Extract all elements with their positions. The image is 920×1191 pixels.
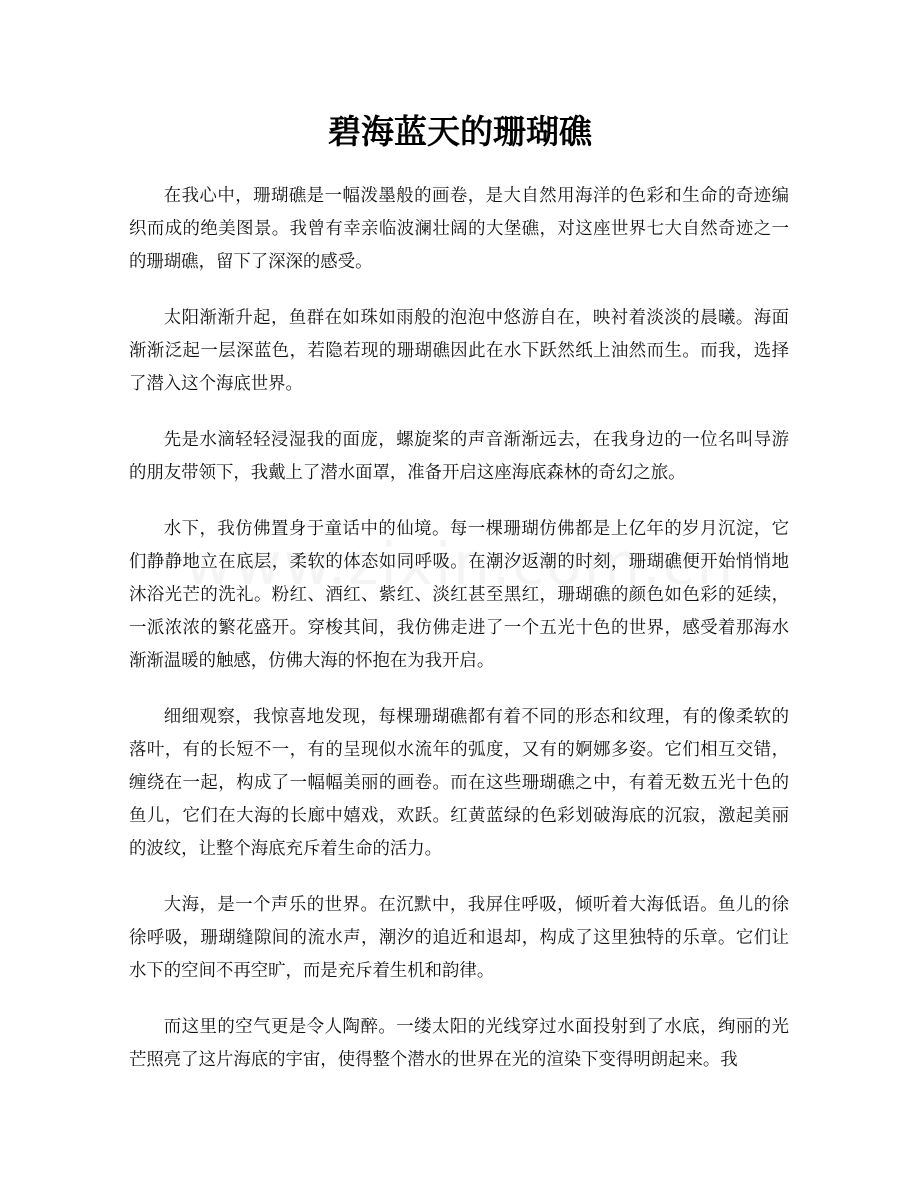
paragraph-3: 先是水滴轻轻浸湿我的面庞，螺旋桨的声音渐渐远去，在我身边的一位名叫导游的朋友带领下，我戴上了潜水面罩，准备开启这座海底森林的奇幻之旅。	[129, 430, 789, 483]
document-body	[129, 180, 789, 1100]
document-title: 碧海蓝天的珊瑚礁	[328, 112, 592, 151]
paragraph-1: 在我心中，珊瑚礁是一幅泼墨般的画卷，是大自然用海洋的色彩和生命的奇迹编织而成的绝美图景。我曾有幸亲临波澜壮阔的大堡礁，对这座世界七大自然奇迹之一的珊瑚礁，留下了深深的感受。	[129, 186, 789, 272]
paragraph-5: 细细观察，我惊喜地发现，每棵珊瑚礁都有着不同的形态和纹理，有的像柔软的落叶，有的长短不一，有的呈现似水流年的弧度，又有的婀娜多姿。它们相互交错，缠绕在一起，构成了一幅幅美丽的画卷。而在这些珊瑚礁之中，有着无数五光十色的鱼儿，它们在大海的长廊中嬉戏，欢跃。红黄蓝绿的色彩划破海底的沉寂，激起美丽的波纹，让整个海底充斥着生命的活力。	[129, 707, 789, 859]
paragraph-7: 而这里的空气更是令人陶醉。一缕太阳的光线穿过水面投射到了水底，绚丽的光芒照亮了这片海底的宇宙，使得整个潜水的世界在光的渲染下变得明朗起来。我	[129, 1017, 789, 1070]
paragraph-6: 大海，是一个声乐的世界。在沉默中，我屏住呼吸，倾听着大海低语。鱼儿的徐徐呼吸，珊瑚缝隙间的流水声，潮汐的追近和退却，构成了这里独特的乐章。它们让水下的空间不再空旷，而是充斥着生机和韵律。	[129, 895, 789, 981]
paragraph-4: 水下，我仿佛置身于童话中的仙境。每一棵珊瑚仿佛都是上亿年的岁月沉淀，它们静静地立在底层，柔软的体态如同呼吸。在潮汐返潮的时刻，珊瑚礁便开始悄悄地沐浴光芒的洗礼。粉红、酒红、紫红、淡红甚至黑红，珊瑚礁的颜色如色彩的延续，一派浓浓的繁花盛开。穿梭其间，我仿佛走进了一个五光十色的世界，感受着那海水渐渐温暖的触感，仿佛大海的怀抱在为我开启。	[129, 519, 789, 671]
paragraph-2: 太阳渐渐升起，鱼群在如珠如雨般的泡泡中悠游自在，映衬着淡淡的晨曦。海面渐渐泛起一层深蓝色，若隐若现的珊瑚礁因此在水下跃然纸上油然而生。而我，选择了潜入这个海底世界。	[129, 308, 789, 394]
